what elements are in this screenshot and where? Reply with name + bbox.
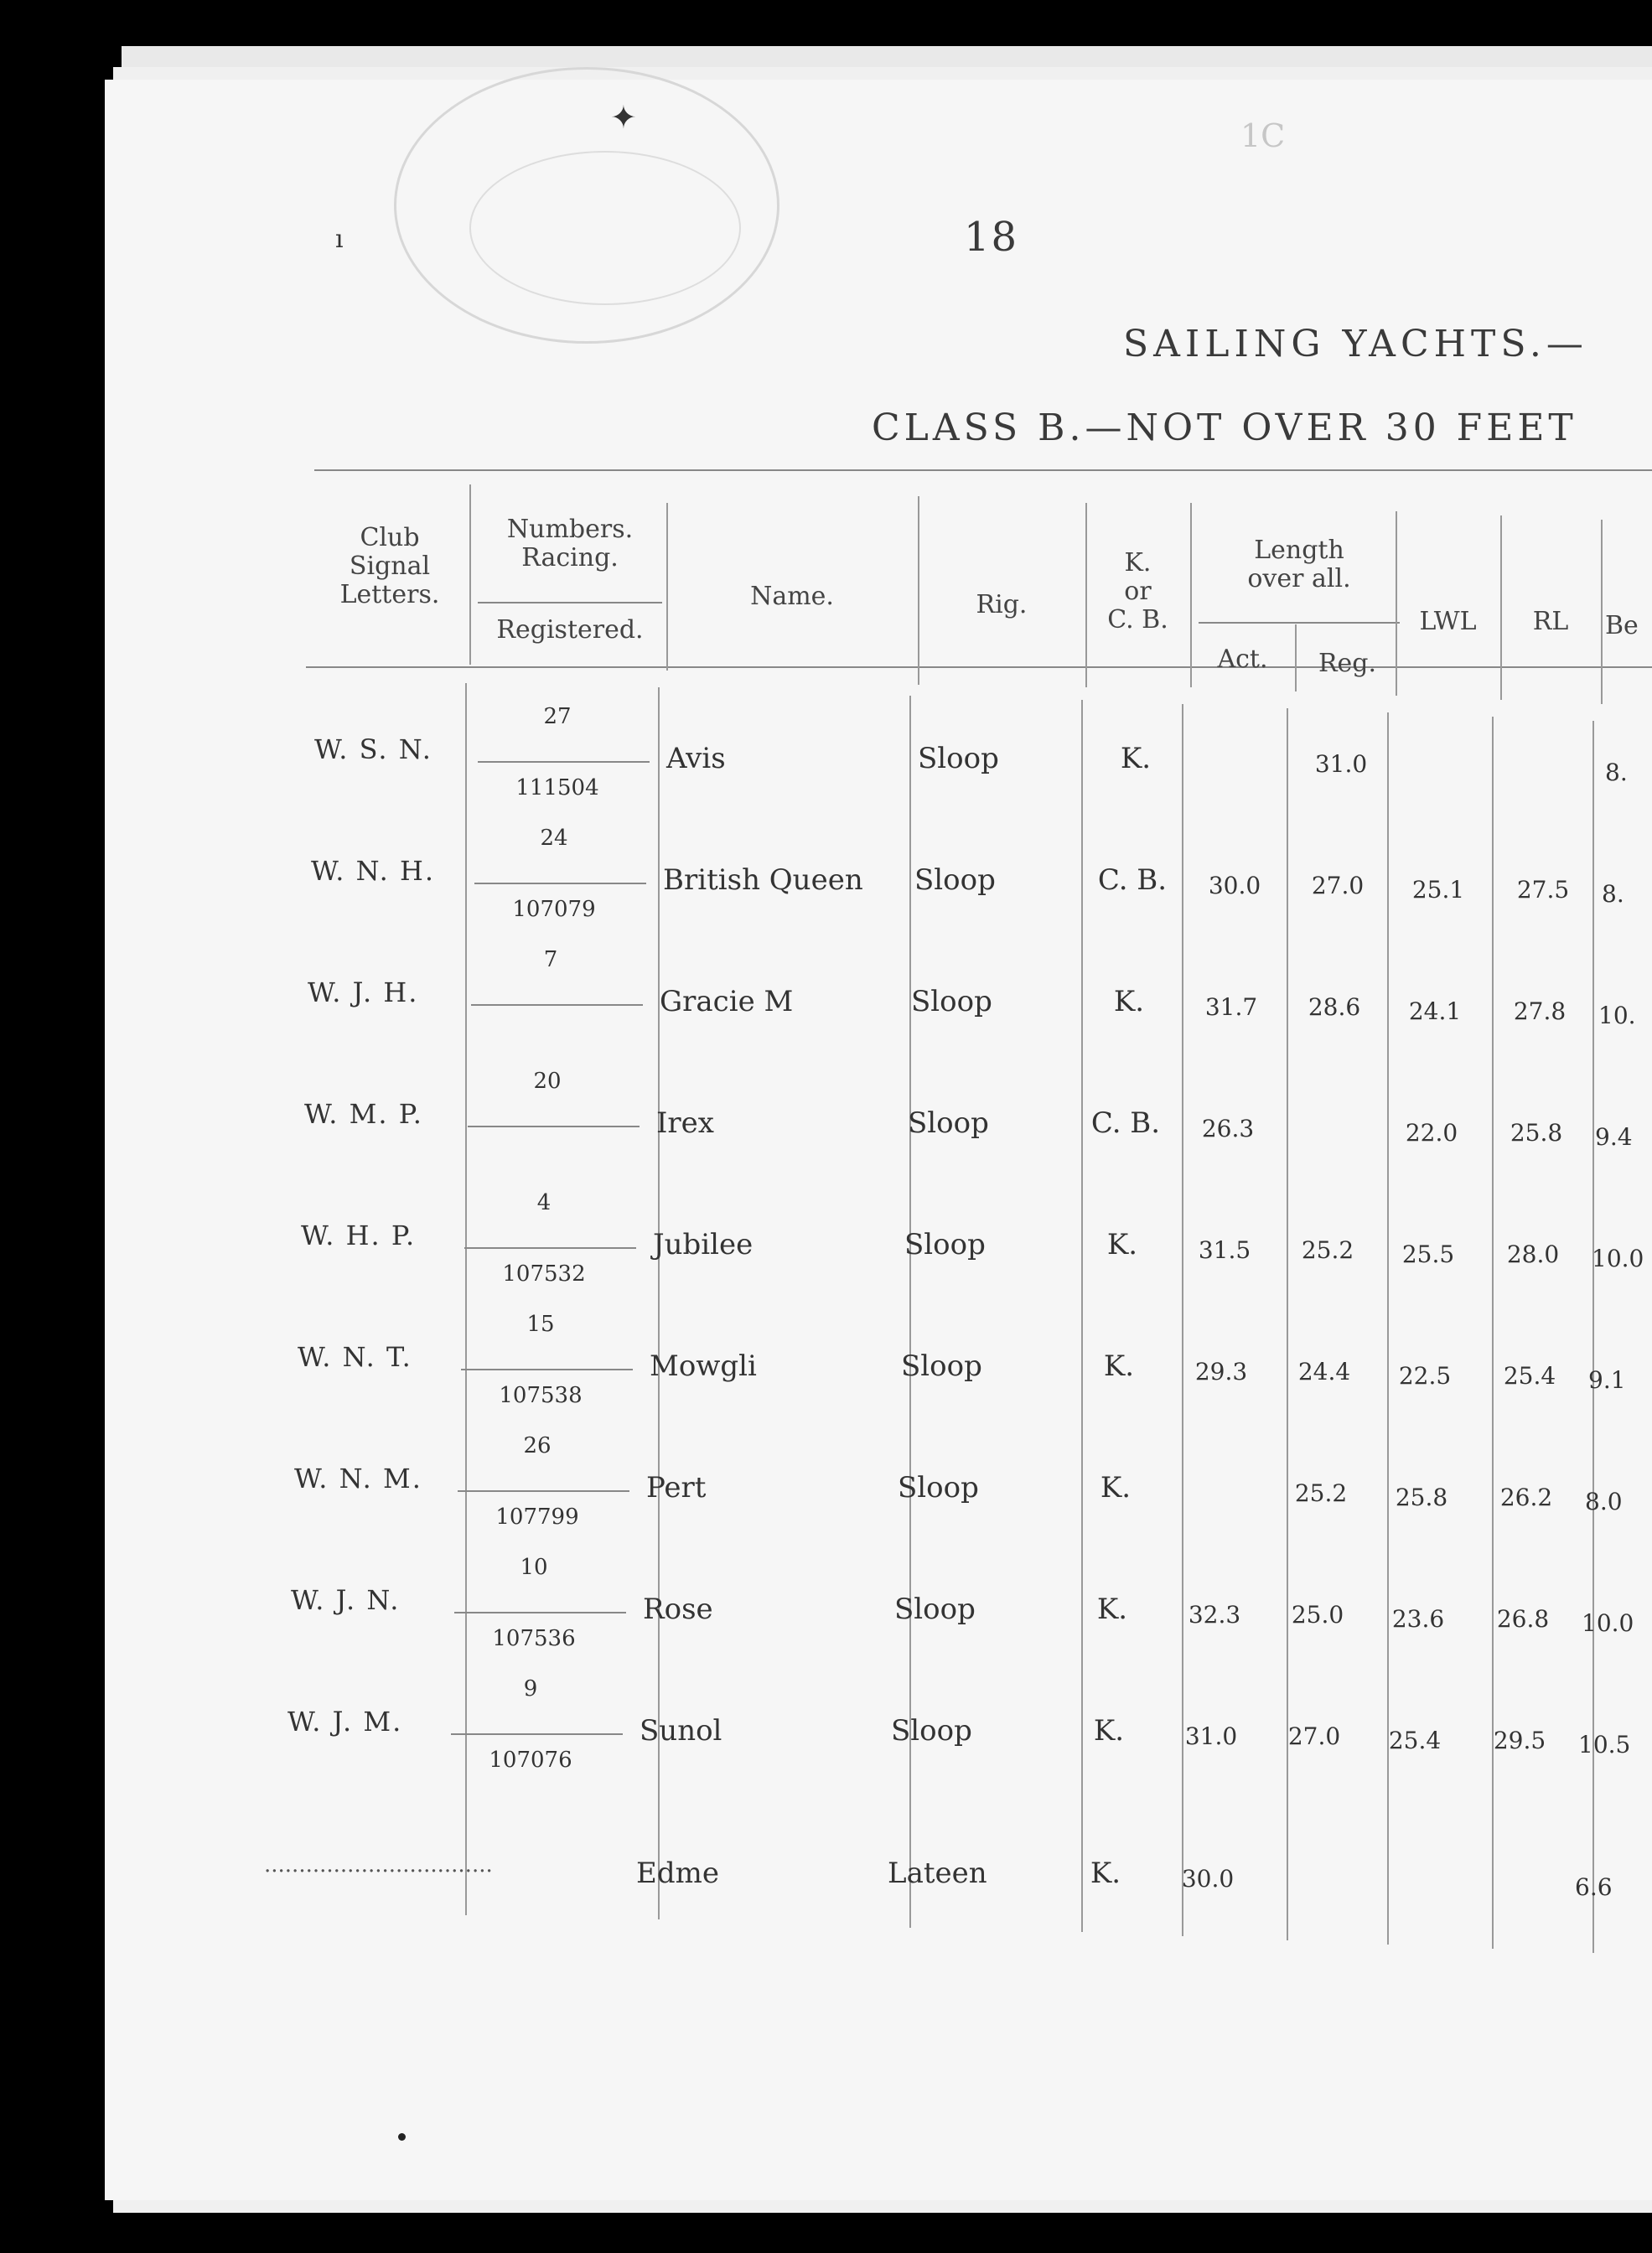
lwl-value: 25.1 (1411, 876, 1465, 904)
yacht-name: Rose (643, 1593, 713, 1626)
header-numbers-racing: Numbers. Racing. (506, 515, 634, 572)
column-line (1387, 712, 1389, 1945)
length-divider (1199, 622, 1400, 624)
keel-or-centreboard: C. B. (1097, 863, 1168, 897)
beam-value: 9.4 (1595, 1123, 1633, 1151)
racing-number: 20 (533, 1069, 562, 1094)
club-signal-letters: W. M. P. (304, 1098, 423, 1130)
rig-type: Sloop (898, 1471, 979, 1505)
column-line (666, 503, 668, 671)
racing-number: 15 (526, 1312, 555, 1337)
registered-number: 107799 (495, 1505, 579, 1530)
racing-number: 9 (523, 1676, 538, 1701)
number-divider (458, 1490, 629, 1492)
ink-mark: ✦ (610, 99, 637, 136)
beam-value: 10. (1598, 1002, 1636, 1029)
header-bottom-rule (306, 666, 1652, 668)
header-beam: Be (1605, 611, 1639, 640)
yacht-name: Gracie M (660, 985, 794, 1018)
club-signal-letters: W. S. N. (314, 733, 432, 765)
racing-number: 27 (543, 704, 572, 729)
header-registered: Registered. (496, 615, 644, 645)
number-divider (454, 1612, 626, 1613)
racing-number: 10 (520, 1555, 548, 1580)
rl-value: 29.5 (1493, 1727, 1546, 1754)
club-signal-letters: W. J. H. (308, 976, 419, 1008)
page-subtitle: CLASS B.—NOT OVER 30 FEET (872, 407, 1577, 449)
header-rig: Rig. (976, 590, 1028, 619)
column-line (469, 484, 471, 665)
racing-number: 7 (543, 947, 558, 972)
rl-value: 25.8 (1510, 1119, 1563, 1147)
keel-or-centreboard: K. (1103, 1349, 1135, 1383)
yacht-name: Jubilee (653, 1228, 753, 1261)
column-line (1492, 717, 1494, 1949)
length-act: 31.5 (1198, 1236, 1251, 1264)
lwl-value: 25.5 (1401, 1240, 1455, 1268)
number-divider (471, 1004, 643, 1006)
keel-or-centreboard: K. (1120, 742, 1152, 775)
club-signal-letters: W. J. M. (287, 1706, 403, 1738)
beam-value: 8. (1602, 880, 1624, 908)
lwl-value: 25.8 (1395, 1484, 1448, 1511)
registered-number: 107538 (499, 1383, 583, 1408)
rl-value: 26.2 (1499, 1484, 1553, 1511)
rig-type: Sloop (908, 1106, 989, 1140)
racing-number: 26 (523, 1433, 552, 1458)
racing-number: 24 (540, 826, 568, 851)
library-stamp-inner (469, 151, 741, 305)
racing-number: 4 (536, 1190, 552, 1215)
rig-type: Sloop (891, 1714, 972, 1748)
yacht-name: Pert (646, 1471, 707, 1505)
column-line (1500, 515, 1502, 700)
length-reg: 27.0 (1287, 1722, 1341, 1750)
rl-value: 26.8 (1496, 1605, 1550, 1633)
length-act: 30.0 (1181, 1865, 1235, 1893)
header-length-over-all: Length over all. (1247, 536, 1351, 593)
table-top-rule (314, 469, 1652, 471)
length-reg: 27.0 (1311, 872, 1365, 899)
length-act: 31.0 (1184, 1722, 1238, 1750)
registered-number: 107079 (512, 897, 596, 922)
rl-value: 28.0 (1506, 1240, 1560, 1268)
lwl-value: 24.1 (1408, 997, 1462, 1025)
keel-or-centreboard: K. (1096, 1593, 1128, 1626)
yacht-name: Sunol (640, 1714, 722, 1748)
club-signal-letters: W. J. N. (291, 1584, 401, 1616)
registered-number: 107532 (502, 1261, 586, 1287)
page-title: SAILING YACHTS.— (1123, 323, 1588, 365)
faint-mark: 1C (1240, 117, 1286, 154)
column-line (1085, 503, 1087, 687)
ink-mark: ı (335, 225, 344, 254)
yacht-name: Avis (666, 742, 726, 775)
length-reg: 25.2 (1294, 1479, 1348, 1507)
column-line (1190, 503, 1192, 687)
column-line (1592, 721, 1594, 1953)
length-act: 30.0 (1208, 872, 1261, 899)
column-line (1601, 520, 1603, 704)
number-divider (478, 761, 650, 763)
beam-value: 10.5 (1578, 1731, 1631, 1758)
header-name: Name. (750, 582, 834, 611)
column-line (465, 683, 467, 1915)
rl-value: 27.8 (1513, 997, 1567, 1025)
rig-type: Sloop (901, 1349, 982, 1383)
rig-type: Lateen (888, 1857, 987, 1890)
column-line (1287, 708, 1288, 1940)
length-reg: 25.0 (1291, 1601, 1344, 1629)
number-divider (468, 1126, 640, 1127)
keel-or-centreboard: K. (1113, 985, 1145, 1018)
column-line (1182, 704, 1183, 1936)
keel-or-centreboard: C. B. (1090, 1106, 1161, 1140)
beam-value: 8. (1605, 759, 1628, 786)
keel-or-centreboard: K. (1090, 1857, 1121, 1890)
lwl-value: 22.5 (1398, 1362, 1452, 1390)
header-act: Act. (1217, 645, 1268, 674)
length-reg: 28.6 (1308, 993, 1361, 1021)
header-lwl: LWL (1419, 607, 1477, 636)
beam-value: 9.1 (1588, 1366, 1626, 1394)
page-number: 18 (964, 214, 1019, 261)
ink-dot (398, 2133, 406, 2141)
leader-dots: ................................. (264, 1852, 493, 1878)
length-reg: 31.0 (1314, 750, 1368, 778)
club-signal-letters: W. N. T. (298, 1341, 412, 1373)
rig-type: Sloop (894, 1593, 976, 1626)
yacht-name: Mowgli (650, 1349, 757, 1383)
length-act: 29.3 (1194, 1358, 1248, 1385)
rl-value: 25.4 (1503, 1362, 1556, 1390)
header-keel-or-centreboard: K. or C. B. (1107, 548, 1168, 634)
rig-type: Sloop (914, 863, 996, 897)
beam-value: 6.6 (1575, 1873, 1613, 1901)
rig-type: Sloop (904, 1228, 986, 1261)
length-act: 31.7 (1204, 993, 1258, 1021)
registered-number: 107536 (492, 1626, 576, 1651)
lwl-value: 25.4 (1388, 1727, 1442, 1754)
yacht-name: Edme (636, 1857, 719, 1890)
length-act: 26.3 (1201, 1115, 1255, 1142)
yacht-name: British Queen (663, 863, 863, 897)
keel-or-centreboard: K. (1093, 1714, 1125, 1748)
rig-type: Sloop (918, 742, 999, 775)
header-club-signal: Club Signal Letters. (339, 523, 440, 609)
column-line (918, 496, 919, 685)
beam-value: 8.0 (1585, 1488, 1623, 1515)
rl-value: 27.5 (1516, 876, 1570, 904)
length-reg: 25.2 (1301, 1236, 1354, 1264)
number-divider (474, 883, 646, 884)
header-reg: Reg. (1318, 649, 1377, 678)
yacht-name: Irex (656, 1106, 714, 1140)
club-signal-letters: W. H. P. (301, 1220, 417, 1251)
number-divider (461, 1369, 633, 1370)
beam-value: 10.0 (1582, 1609, 1634, 1637)
registered-number: 111504 (515, 775, 599, 800)
lwl-value: 22.0 (1405, 1119, 1458, 1147)
length-reg: 24.4 (1297, 1358, 1351, 1385)
numbers-divider (478, 602, 662, 603)
length-act: 32.3 (1188, 1601, 1241, 1629)
beam-value: 10.0 (1592, 1245, 1644, 1272)
keel-or-centreboard: K. (1100, 1471, 1132, 1505)
lwl-value: 23.6 (1391, 1605, 1445, 1633)
header-rl: RL (1532, 607, 1569, 636)
rig-type: Sloop (911, 985, 992, 1018)
club-signal-letters: W. N. M. (294, 1463, 422, 1494)
number-divider (464, 1247, 636, 1249)
club-signal-letters: W. N. H. (311, 855, 436, 887)
keel-or-centreboard: K. (1106, 1228, 1138, 1261)
registered-number: 107076 (489, 1748, 572, 1773)
column-line (1295, 624, 1297, 691)
number-divider (451, 1733, 623, 1735)
